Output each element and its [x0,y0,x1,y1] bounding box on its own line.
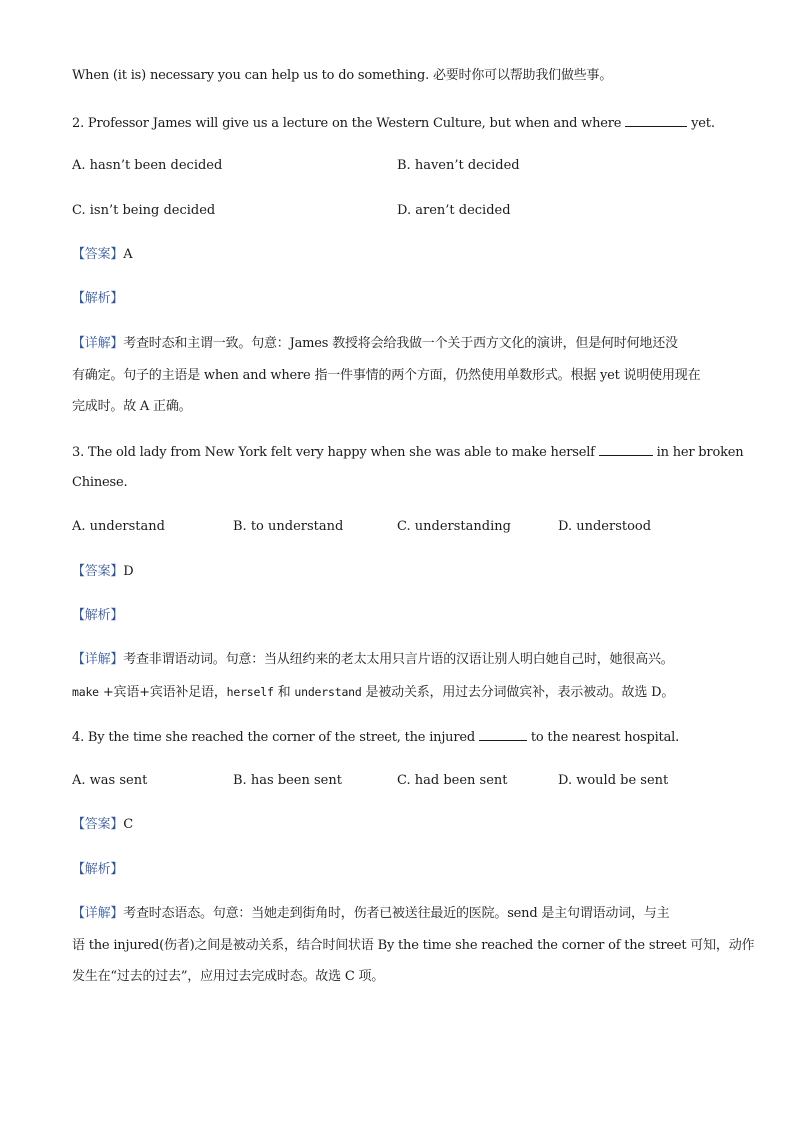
q4-blank [479,728,527,741]
q4-analysis-tag [72,862,123,878]
q2-answer-value: A [123,247,133,262]
q2-analysis-label: 【解析】 [72,291,124,306]
q3-code-herself: herself [226,685,274,699]
q2-option-d: D. aren’t decided [397,203,511,218]
q3-code-make: make [72,685,99,699]
q4-option-d: D. would be sent [558,773,669,788]
q4-analysis-label: 【解析】 [72,862,124,877]
q2-analysis-tag [72,291,123,307]
q3-detail-line-1 [72,652,674,668]
q3-answer-value: D [123,564,134,579]
q2-stem [72,114,715,132]
q3-detail-line-2 [72,684,674,701]
q3-stem-line-2: Chinese. [72,475,128,490]
q4-stem [72,728,679,746]
q2-option-c: C. isn’t being decided [72,203,216,218]
q3-detail-text-1: 考查非谓语动词。句意：当从纽约来的老太太用只言片语的汉语让别人明白她自己时，她很高兴。 [123,652,674,667]
q2-option-b: B. haven’t decided [397,158,520,173]
intro-sentence: When (it is) necessary you can help us to do something. 必要时你可以帮助我们做些事。 [72,68,613,83]
q4-stem-text: 4. By the time she reached the corner of the street, the injured [72,730,479,745]
q3-detail-part-2: 和 [273,685,295,700]
q3-stem-text: 3. The old lady from New York felt very happy when she was able to make herself [72,445,599,460]
q2-detail-line-3: 完成时。故 A 正确。 [72,399,192,414]
q4-answer [72,817,133,833]
q3-option-a: A. understand [72,519,165,534]
q3-stem [72,443,743,461]
q2-detail-tag: 【详解】 [72,336,124,351]
q2-answer [72,247,132,263]
q4-option-b: B. has been sent [233,773,342,788]
q3-detail-tag: 【详解】 [72,652,124,667]
q2-answer-tag: 【答案】 [72,247,124,262]
q3-answer [72,564,133,580]
q4-stem-end: to the nearest hospital. [526,730,680,745]
q2-detail-line-2: 有确定。句子的主语是 when and where 指一件事情的两个方面，仍然使用单数形式。根据 yet 说明使用现在 [72,368,701,383]
q4-answer-value: C [123,817,133,832]
q2-detail-line-1 [72,336,678,352]
q2-detail-text-1: 考查时态和主谓一致。句意：James 教授将会给我做一个关于西方文化的演讲，但是何时何地还没 [123,336,678,351]
q4-detail-tag: 【详解】 [72,906,124,921]
q3-code-understand: understand [294,685,362,699]
q3-detail-part-3: 是被动关系，用过去分词做宾补，表示被动。故选 D。 [361,685,675,700]
q2-stem-text: 2. Professor James will give us a lecture on the Western Culture, but when and where [72,116,626,131]
q4-option-c: C. had been sent [397,773,508,788]
q2-stem-end: yet. [687,116,715,131]
q3-answer-tag: 【答案】 [72,564,124,579]
q3-option-c: C. understanding [397,519,511,534]
q3-blank [599,443,653,456]
q3-analysis-label: 【解析】 [72,608,124,623]
q4-answer-tag: 【答案】 [72,817,124,832]
q3-option-d: D. understood [558,519,652,534]
q4-option-a: A. was sent [72,773,148,788]
q3-stem-end: in her broken [652,445,744,460]
q3-detail-part-1: +宾语+宾语补足语， [98,685,227,700]
q3-analysis-tag [72,608,123,624]
q2-option-a: A. hasn’t been decided [72,158,223,173]
q4-detail-line-1 [72,906,669,922]
q4-detail-text-1: 考查时态语态。句意：当她走到街角时，伤者已被送往最近的医院。send 是主句谓语动词，与主 [123,906,670,921]
q4-detail-line-2: 语 the injured(伤者)之间是被动关系，结合时间状语 By the time she reached the corner of the street 可知，动作 [72,938,755,953]
q3-option-b: B. to understand [233,519,344,534]
q2-blank [625,114,687,127]
q4-detail-line-3: 发生在“过去的过去”，应用过去完成时态。故选 C 项。 [72,969,385,984]
